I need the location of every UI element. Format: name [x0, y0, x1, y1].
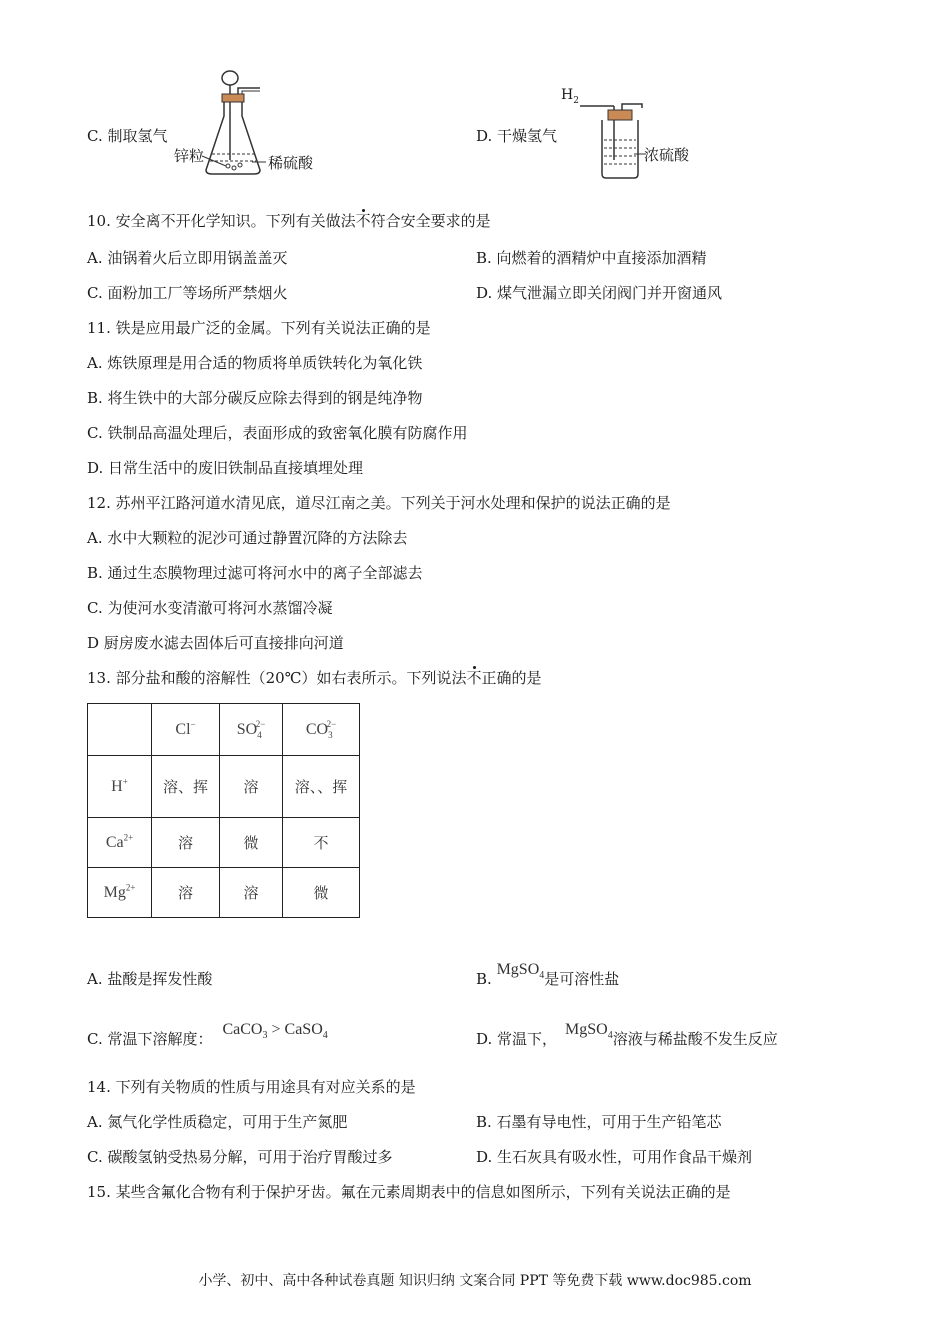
table-cell: 溶: [152, 868, 220, 918]
q14-stem: 14. 下列有关物质的性质与用途具有对应关系的是: [87, 1078, 416, 1096]
table-col-head: $CO_3^{2-}$: [283, 704, 360, 756]
table-row: [88, 756, 360, 818]
table-corner-cell: [88, 704, 152, 756]
q14-option-d: D. 生石灰具有吸水性，可用作食品干燥剂: [476, 1148, 753, 1166]
q13-option-c: C. 常温下溶解度：CaCO$_3$ > CaSO$_4$: [87, 1021, 328, 1048]
q11-option-b: B. 将生铁中的大部分碳反应除去得到的钢是纯净物: [87, 389, 423, 407]
conc-acid-label: 浓硫酸: [644, 146, 690, 164]
q10-option-b: B. 向燃着的酒精炉中直接添加酒精: [476, 249, 707, 267]
zinc-label: 锌粒: [174, 147, 205, 165]
table-cell: 微: [283, 868, 360, 918]
table-cell: 不: [283, 818, 360, 868]
gas-drying-bottle-diagram: [570, 96, 660, 182]
q10-option-d: D. 煤气泄漏立即关闭阀门并开窗通风: [476, 284, 723, 302]
option-c-label: C. 制取氢气: [87, 127, 168, 145]
q11-option-a: A. 炼铁原理是用合适的物质将单质铁转化为氧化铁: [87, 354, 423, 372]
dilute-acid-label: 稀硫酸: [268, 154, 314, 172]
option-d-label: D. 干燥氢气: [476, 127, 558, 145]
q13-option-b: B. MgSO$_4$是可溶性盐: [476, 961, 620, 988]
table-cell: 溶、挥: [152, 756, 220, 818]
q14-option-b: B. 石墨有导电性，可用于生产铅笔芯: [476, 1113, 722, 1131]
q11-stem: 11. 铁是应用最广泛的金属。下列有关说法正确的是: [87, 319, 431, 337]
q10-stem: 10. 安全离不开化学知识。下列有关做法不符合安全要求的是: [87, 212, 491, 230]
table-cell: 溶: [220, 756, 283, 818]
q11-option-c: C. 铁制品高温处理后，表面形成的致密氧化膜有防腐作用: [87, 424, 468, 442]
table-cell: 溶: [152, 818, 220, 868]
q13-stem: 13. 部分盐和酸的溶解性（20℃）如右表所示。下列说法不正确的是: [87, 669, 542, 687]
table-cell: 溶、、挥: [283, 756, 360, 818]
table-col-head: $SO_4^{2-}$: [220, 704, 283, 756]
table-col-head: Cl−: [152, 704, 220, 756]
table-row-head: H+: [88, 756, 152, 818]
h2-label: $H_2$: [561, 87, 579, 106]
q13-option-d: D. 常温下，MgSO$_4$溶液与稀盐酸不发生反应: [476, 1021, 778, 1048]
table-cell: 溶: [220, 868, 283, 918]
solubility-table: [87, 703, 360, 918]
table-row-head: $Ca^{2+}$: [88, 818, 152, 868]
q10-option-a: A. 油锅着火后立即用锅盖盖灭: [87, 249, 288, 267]
q11-option-d: D. 日常生活中的废旧铁制品直接填埋处理: [87, 459, 364, 477]
q12-option-d: D 厨房废水滤去固体后可直接排向河道: [87, 634, 344, 652]
table-row: [88, 868, 360, 918]
q10-option-c: C. 面粉加工厂等场所严禁烟火: [87, 284, 288, 302]
table-row: [88, 818, 360, 868]
q14-option-c: C. 碳酸氢钠受热易分解，可用于治疗胃酸过多: [87, 1148, 393, 1166]
q12-option-b: B. 通过生态膜物理过滤可将河水中的离子全部滤去: [87, 564, 423, 582]
q12-option-a: A. 水中大颗粒的泥沙可通过静置沉降的方法除去: [87, 529, 408, 547]
q14-option-a: A. 氮气化学性质稳定，可用于生产氮肥: [87, 1113, 348, 1131]
q15-stem: 15. 某些含氟化合物有利于保护牙齿。氟在元素周期表中的信息如图所示，下列有关说法正确的是: [87, 1183, 731, 1201]
table-row-head: $Mg^{2+}$: [88, 868, 152, 918]
table-header-row: [88, 704, 360, 756]
table-cell: 微: [220, 818, 283, 868]
page-footer: 小学、初中、高中各种试卷真题 知识归纳 文案合同 PPT 等免费下载 www.doc985.com: [198, 1273, 752, 1289]
q12-stem: 12. 苏州平江路河道水清见底，道尽江南之美。下列关于河水处理和保护的说法正确的是: [87, 494, 671, 512]
q13-option-a: A. 盐酸是挥发性酸: [87, 970, 213, 988]
q12-option-c: C. 为使河水变清澈可将河水蒸馏冷凝: [87, 599, 333, 617]
